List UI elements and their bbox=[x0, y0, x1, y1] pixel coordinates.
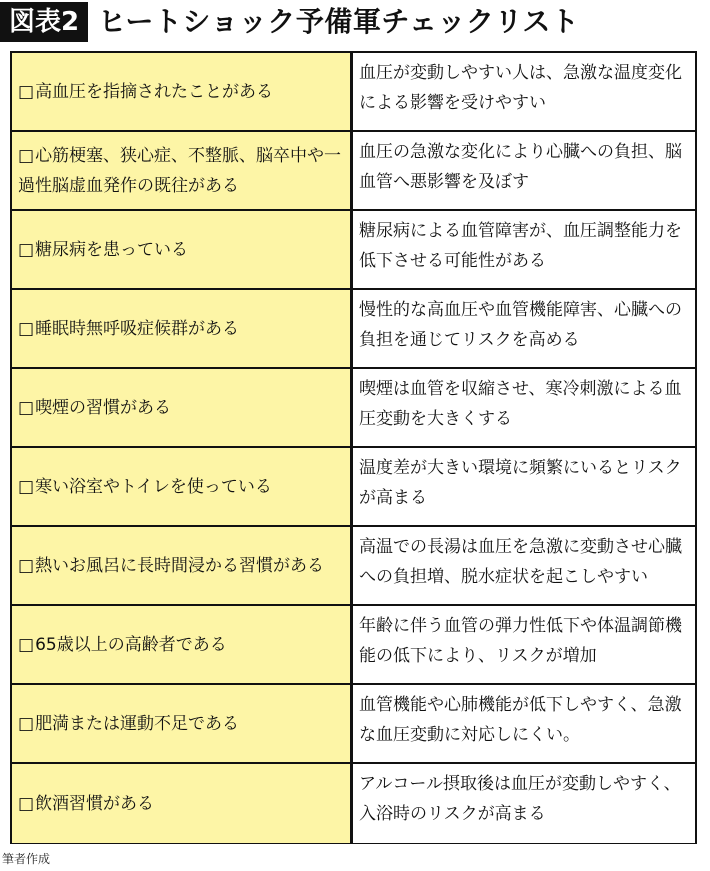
table-row bbox=[12, 606, 695, 685]
source-note: 筆者作成 bbox=[2, 852, 51, 866]
risk-reason: 血圧が変動しやすい人は、急激な温度変化による影響を受けやすい bbox=[353, 53, 695, 130]
figure-badge: 図表2 bbox=[0, 2, 88, 42]
checklist-item-label: 喫煙の習慣がある bbox=[35, 397, 172, 418]
table-row bbox=[12, 369, 695, 448]
table-row bbox=[12, 290, 695, 369]
checklist-item-label: 糖尿病を患っている bbox=[35, 239, 189, 260]
risk-reason: 血圧の急激な変化により心臓への負担、脳血管へ悪影響を及ぼす bbox=[353, 132, 695, 209]
checkbox-icon: □ bbox=[18, 555, 35, 576]
checkbox-icon: □ bbox=[18, 81, 35, 102]
checklist-item-label: 心筋梗塞、狭心症、不整脈、脳卒中や一過性脳虚血発作の既往がある bbox=[18, 145, 342, 196]
table-row bbox=[12, 685, 695, 764]
checklist-item bbox=[12, 448, 353, 525]
checklist-item-label: 寒い浴室やトイレを使っている bbox=[35, 476, 272, 497]
risk-reason: 温度差が大きい環境に頻繁にいるとリスクが高まる bbox=[353, 448, 695, 525]
risk-reason: 喫煙は血管を収縮させ、寒冷刺激による血圧変動を大きくする bbox=[353, 369, 695, 446]
checkbox-icon: □ bbox=[18, 476, 35, 497]
checklist-item-label: 65歳以上の高齢者である bbox=[35, 634, 227, 655]
header bbox=[0, 0, 710, 46]
checklist-item bbox=[12, 53, 353, 130]
checklist-item bbox=[12, 685, 353, 762]
risk-reason: 慢性的な高血圧や血管機能障害、心臓への負担を通じてリスクを高める bbox=[353, 290, 695, 367]
checkbox-icon: □ bbox=[18, 239, 35, 260]
checklist-item-label: 睡眠時無呼吸症候群がある bbox=[35, 318, 240, 339]
checklist-item bbox=[12, 764, 353, 843]
risk-reason: 年齢に伴う血管の弾力性低下や体温調節機能の低下により、リスクが増加 bbox=[353, 606, 695, 683]
checkbox-icon: □ bbox=[18, 793, 35, 814]
checklist-item bbox=[12, 211, 353, 288]
checklist-item bbox=[12, 606, 353, 683]
risk-reason: 糖尿病による血管障害が、血圧調整能力を低下させる可能性がある bbox=[353, 211, 695, 288]
checkbox-icon: □ bbox=[18, 318, 35, 339]
checkbox-icon: □ bbox=[18, 634, 35, 655]
table-row bbox=[12, 53, 695, 132]
risk-reason: 血管機能や心肺機能が低下しやすく、急激な血圧変動に対応しにくい。 bbox=[353, 685, 695, 762]
table-row bbox=[12, 211, 695, 290]
checkbox-icon: □ bbox=[18, 713, 35, 734]
risk-reason: アルコール摂取後は血圧が変動しやすく、入浴時のリスクが高まる bbox=[353, 764, 695, 843]
checklist-table bbox=[10, 51, 697, 844]
risk-reason: 高温での長湯は血圧を急激に変動させ心臓への負担増、脱水症状を起こしやすい bbox=[353, 527, 695, 604]
checklist-item bbox=[12, 369, 353, 446]
checklist-item-label: 飲酒習慣がある bbox=[35, 793, 155, 814]
table-row bbox=[12, 448, 695, 527]
checklist-item bbox=[12, 132, 353, 209]
checklist-item-label: 高血圧を指摘されたことがある bbox=[35, 81, 274, 102]
checkbox-icon: □ bbox=[18, 397, 35, 418]
checklist-item-label: 熱いお風呂に長時間浸かる習慣がある bbox=[35, 555, 325, 576]
table-row bbox=[12, 764, 695, 843]
table-row bbox=[12, 132, 695, 211]
checklist-item-label: 肥満または運動不足である bbox=[35, 713, 240, 734]
checkbox-icon: □ bbox=[18, 145, 35, 166]
page-title: ヒートショック予備軍チェックリスト bbox=[98, 5, 580, 38]
table-row bbox=[12, 527, 695, 606]
checklist-item bbox=[12, 527, 353, 604]
checklist-item bbox=[12, 290, 353, 367]
